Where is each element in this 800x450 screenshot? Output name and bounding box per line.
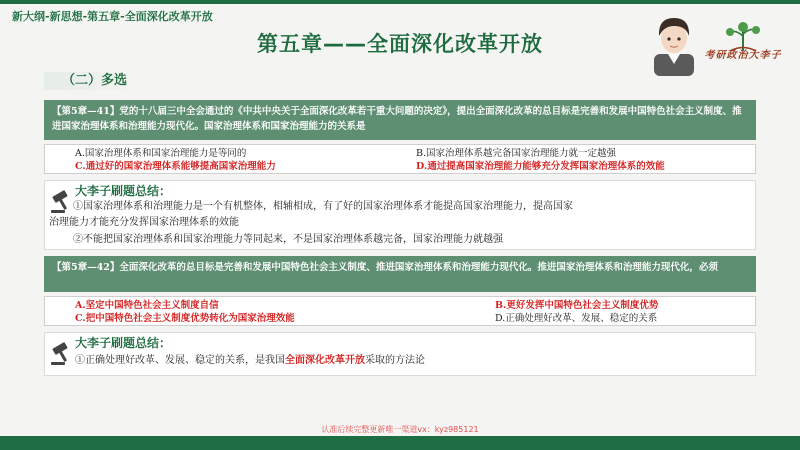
option-41-d: D.通过提高国家治理能力能够充分发挥国家治理体系的效能 [416, 161, 665, 172]
option-42-c: C.把中国特色社会主义制度优势转化为国家治理效能 [75, 313, 295, 324]
summary-41-line-2: 治理能力才能充分发挥国家治理体系的效能 [49, 217, 239, 228]
option-42-a: A.坚定中国特色社会主义制度自信 [75, 300, 219, 311]
option-42-d: D.正确处理好改革、发展、稳定的关系 [495, 313, 658, 324]
option-42-b: B.更好发挥中国特色社会主义制度优势 [495, 300, 659, 311]
section-label: （二）多选 [44, 72, 135, 90]
option-41-a: A.国家治理体系和国家治理能力是等同的 [75, 148, 247, 159]
avatar [648, 10, 700, 76]
summary-41 [44, 180, 756, 250]
summary-41-title: 大李子刷题总结： [75, 184, 172, 198]
summary-42-prefix: ①正确处理好改革、发展、稳定的关系，是我国 [75, 355, 285, 366]
options-41 [44, 144, 756, 174]
options-42 [44, 296, 756, 326]
summary-42 [44, 332, 756, 376]
question-41: 【第5章—41】党的十八届三中全会通过的《中共中央关于全面深化改革若干重大问题的决定》，提出全面深化改革的总目标是完善和发展中国特色社会主义制度、推进国家治理体系和治理能力现代化。国家治理体系和国家治理能力的关系是 [44, 100, 756, 140]
top-stripe [0, 0, 800, 4]
summary-42-suffix: 采取的方法论 [365, 355, 425, 366]
page-title: 第五章——全面深化改革开放 [257, 32, 543, 56]
watermark: 认准后续完整更新唯一渠道vx：kyz985121 [321, 425, 479, 434]
summary-42-highlight: 全面深化改革开放 [285, 355, 365, 366]
brand-logo [700, 18, 786, 72]
summary-42-title: 大李子刷题总结： [75, 336, 172, 350]
summary-41-line-1: ①国家治理体系和治理能力是一个有机整体，相辅相成，有了好的国家治理体系才能提高国家治理能力，提高国家 [73, 201, 573, 212]
brand-text: 考研政治大李子 [704, 50, 782, 61]
option-41-b: B.国家治理体系越完备国家治理能力就一定越强 [416, 148, 617, 159]
breadcrumb: 新大纲-新思想-第五章-全面深化改革开放 [12, 10, 213, 23]
summary-42-line [75, 353, 749, 369]
question-42: 【第5章—42】全面深化改革的总目标是完善和发展中国特色社会主义制度、推进国家治理体系和治理能力现代化。推进国家治理体系和治理能力现代化，必须 [44, 256, 756, 292]
bottom-stripe [0, 436, 800, 450]
option-41-c: C.通过好的国家治理体系能够提高国家治理能力 [75, 161, 276, 172]
summary-41-line-3: ②不能把国家治理体系和国家治理能力等同起来，不是国家治理体系越完备，国家治理能力就越强 [73, 234, 503, 245]
gavel-icon [49, 339, 77, 367]
